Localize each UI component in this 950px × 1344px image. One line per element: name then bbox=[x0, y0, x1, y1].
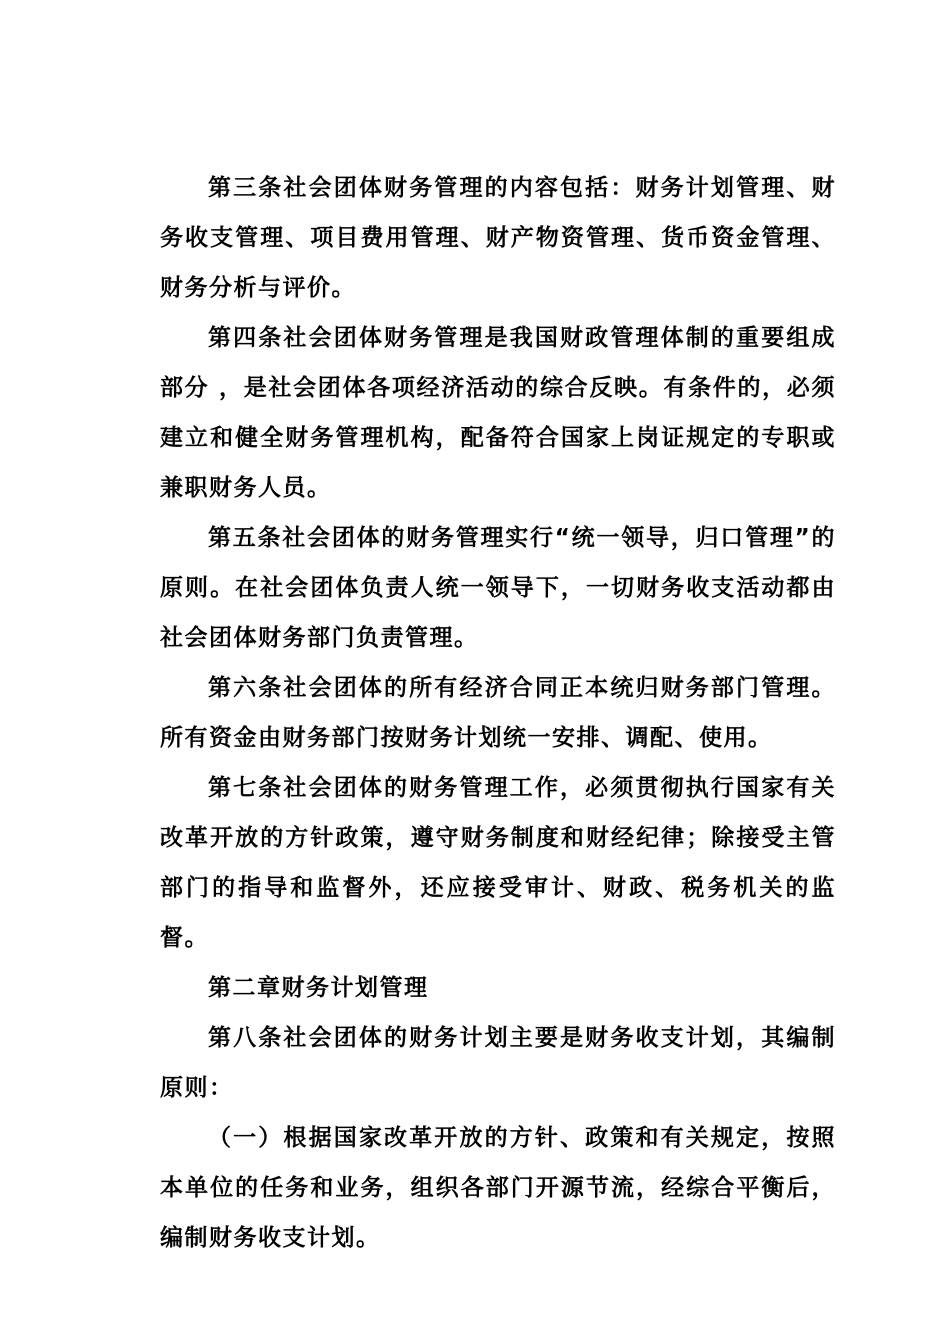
paragraph-article-3: 第三条社会团体财务管理的内容包括：财务计划管理、财务收支管理、项目费用管理、财产物资管理、货币资金管理、财务分析与评价。 bbox=[160, 175, 836, 301]
chapter-heading: 第二章财务计划管理 bbox=[208, 975, 429, 1001]
paragraph-article-8: 第八条社会团体的财务计划主要是财务收支计划，其编制原则： bbox=[160, 1025, 836, 1101]
document-body bbox=[160, 163, 836, 1263]
paragraph-article-4: 第四条社会团体财务管理是我国财政管理体制的重要组成部分 ，是社会团体各项经济活动的综合反映。有条件的，必须建立和健全财务管理机构，配备符合国家上岗证规定的专职或兼职财务人员。 bbox=[160, 325, 836, 501]
paragraph-article-5: 第五条社会团体的财务管理实行“统一领导，归口管理”的原则。在社会团体负责人统一领导下，一切财务收支活动都由社会团体财务部门负责管理。 bbox=[160, 525, 836, 651]
paragraph-article-6: 第六条社会团体的所有经济合同正本统归财务部门管理。所有资金由财务部门按财务计划统一安排、调配、使用。 bbox=[160, 675, 836, 751]
paragraph-item-1: （一）根据国家改革开放的方针、政策和有关规定，按照本单位的任务和业务，组织各部门开源节流，经综合平衡后，编制财务收支计划。 bbox=[160, 1125, 836, 1251]
paragraph-article-7: 第七条社会团体的财务管理工作，必须贯彻执行国家有关改革开放的方针政策，遵守财务制度和财经纪律；除接受主管部门的指导和监督外，还应接受审计、财政、税务机关的监督。 bbox=[160, 775, 836, 951]
